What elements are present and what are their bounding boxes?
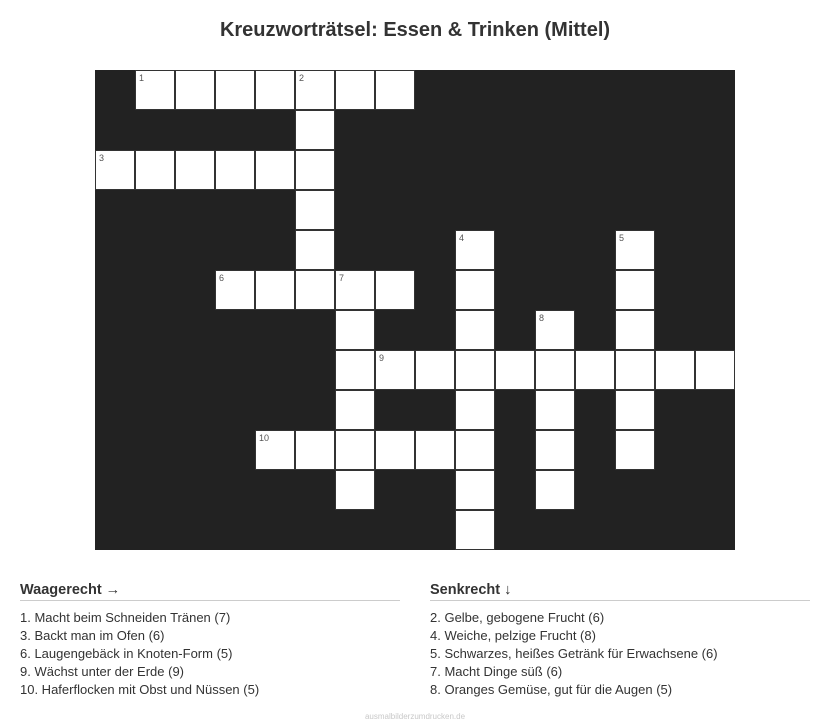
- grid-cell[interactable]: [535, 430, 575, 470]
- grid-cell[interactable]: [295, 230, 335, 270]
- down-heading: Senkrecht ↓: [430, 582, 810, 601]
- clue-across-9: 9. Wächst unter der Erde (9): [20, 664, 185, 679]
- grid-cell[interactable]: [335, 390, 375, 430]
- grid-cell[interactable]: [215, 150, 255, 190]
- clue-number: 9: [379, 353, 385, 363]
- clue-down-5: 5. Schwarzes, heißes Getränk für Erwachsene (6): [430, 646, 718, 661]
- grid-cell[interactable]: [575, 350, 615, 390]
- clue-number: 3: [99, 153, 105, 163]
- grid-cell[interactable]: [655, 350, 695, 390]
- grid-cell[interactable]: [615, 310, 655, 350]
- grid-cell[interactable]: [615, 350, 655, 390]
- clue-down-2: 2. Gelbe, gebogene Frucht (6): [430, 610, 605, 625]
- grid-cell[interactable]: [535, 310, 575, 350]
- clue-number: 8: [539, 313, 545, 323]
- clue-down-7: 7. Macht Dinge süß (6): [430, 664, 563, 679]
- grid-cell[interactable]: [175, 150, 215, 190]
- clue-across-1: 1. Macht beim Schneiden Tränen (7): [20, 610, 231, 625]
- grid-cell[interactable]: [375, 350, 415, 390]
- page-title: Kreuzworträtsel: Essen & Trinken (Mittel): [219, 19, 611, 41]
- grid-cell[interactable]: [615, 270, 655, 310]
- grid-cell[interactable]: [455, 390, 495, 430]
- grid-cell[interactable]: [455, 430, 495, 470]
- grid-cell[interactable]: [255, 430, 295, 470]
- grid-cell[interactable]: [135, 150, 175, 190]
- clue-across-6: 6. Laugengebäck in Knoten-Form (5): [20, 646, 233, 661]
- grid-cell[interactable]: [615, 390, 655, 430]
- grid-cell[interactable]: [375, 270, 415, 310]
- grid-cell[interactable]: [215, 270, 255, 310]
- grid-cell[interactable]: [295, 430, 335, 470]
- grid-cell[interactable]: [455, 310, 495, 350]
- grid-cell[interactable]: [335, 310, 375, 350]
- grid-cell[interactable]: [415, 430, 455, 470]
- clue-across-3: 3. Backt man im Ofen (6): [20, 628, 165, 643]
- grid-cell[interactable]: [535, 350, 575, 390]
- grid-cell[interactable]: [455, 510, 495, 550]
- across-heading: Waagerecht →: [20, 582, 400, 601]
- clue-number: 2: [299, 73, 305, 83]
- crossword-grid: [95, 70, 735, 550]
- grid-cell[interactable]: [295, 70, 335, 110]
- clue-across-10: 10. Haferflocken mit Obst und Nüssen (5): [20, 682, 260, 697]
- grid-cell[interactable]: [335, 430, 375, 470]
- grid-cell[interactable]: [295, 190, 335, 230]
- down-clues: [430, 582, 810, 699]
- grid-cell[interactable]: [255, 150, 295, 190]
- grid-cell[interactable]: [455, 470, 495, 510]
- grid-cell[interactable]: [375, 430, 415, 470]
- across-clues: [20, 582, 400, 699]
- grid-cell[interactable]: [215, 70, 255, 110]
- grid-cell[interactable]: [295, 270, 335, 310]
- grid-cell[interactable]: [375, 70, 415, 110]
- grid-cell[interactable]: [95, 150, 135, 190]
- grid-cell[interactable]: [495, 350, 535, 390]
- clue-number: 10: [259, 433, 270, 443]
- clue-number: 7: [339, 273, 345, 283]
- grid-cell[interactable]: [175, 70, 215, 110]
- clue-down-8: 8. Oranges Gemüse, gut für die Augen (5): [430, 682, 673, 697]
- clue-number: 1: [139, 73, 145, 83]
- footer-credit: ausmalbilderzumdrucken.de: [364, 712, 466, 721]
- grid-cell[interactable]: [255, 70, 295, 110]
- grid-cell[interactable]: [335, 270, 375, 310]
- grid-cell[interactable]: [535, 390, 575, 430]
- grid-cell[interactable]: [295, 150, 335, 190]
- grid-cell[interactable]: [415, 350, 455, 390]
- grid-cell[interactable]: [535, 470, 575, 510]
- grid-cell[interactable]: [455, 350, 495, 390]
- clue-number: 6: [219, 273, 225, 283]
- grid-cell[interactable]: [455, 230, 495, 270]
- grid-cell[interactable]: [335, 350, 375, 390]
- clue-number: 5: [619, 233, 625, 243]
- grid-cell[interactable]: [455, 270, 495, 310]
- grid-cell[interactable]: [295, 110, 335, 150]
- grid-cell[interactable]: [615, 230, 655, 270]
- grid-cell[interactable]: [135, 70, 175, 110]
- grid-cell[interactable]: [335, 470, 375, 510]
- grid-cell[interactable]: [335, 70, 375, 110]
- clue-down-4: 4. Weiche, pelzige Frucht (8): [430, 628, 596, 643]
- grid-cell[interactable]: [615, 430, 655, 470]
- grid-cell[interactable]: [695, 350, 735, 390]
- clue-number: 4: [459, 233, 465, 243]
- grid-cell[interactable]: [255, 270, 295, 310]
